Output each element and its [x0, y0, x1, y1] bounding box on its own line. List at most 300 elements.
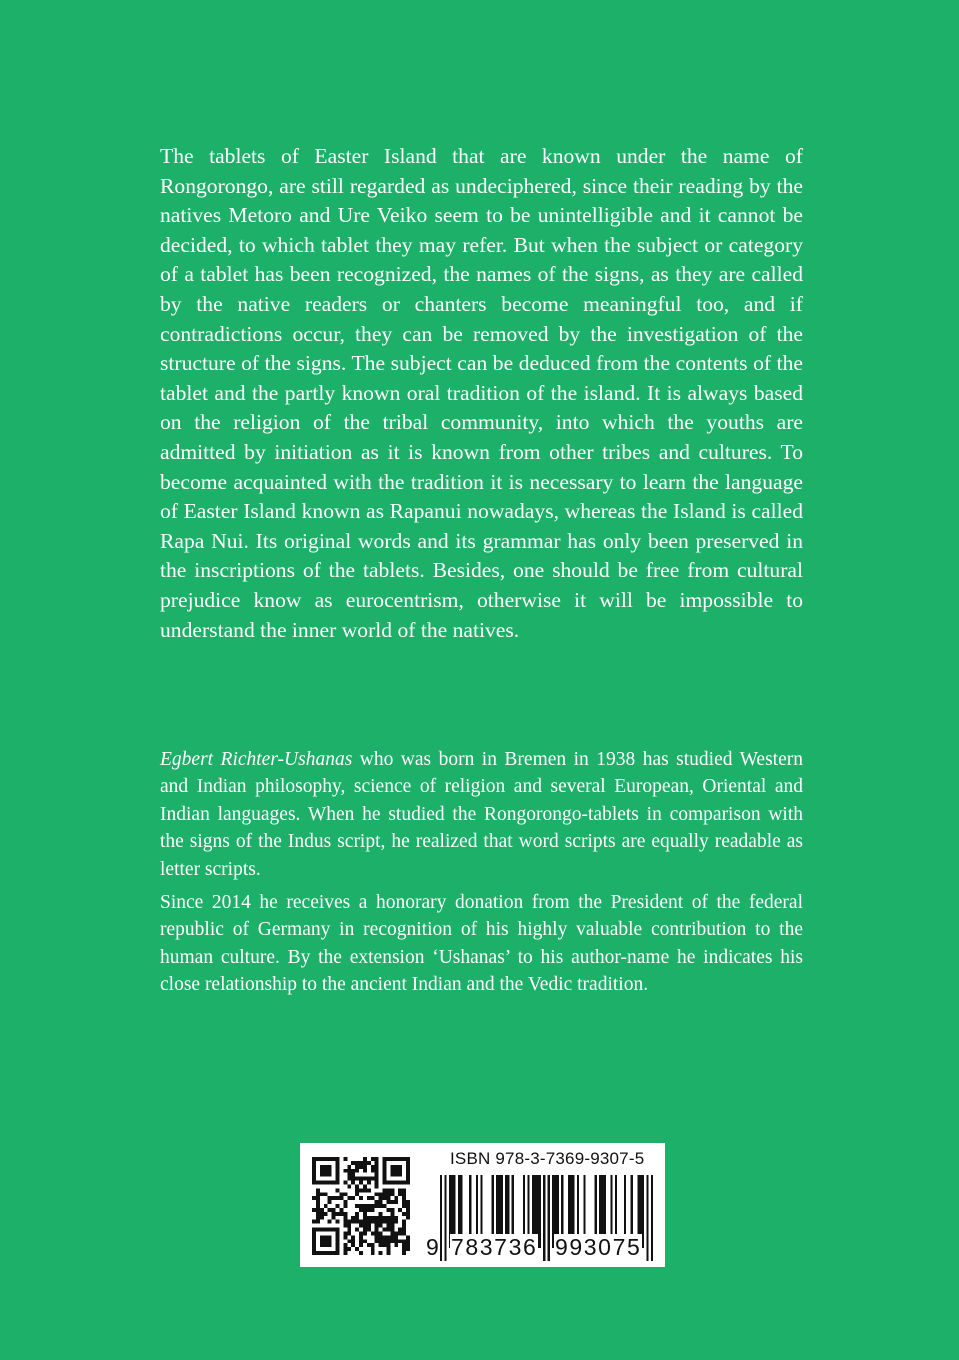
qr-module [312, 1228, 316, 1232]
qr-module [375, 1173, 379, 1177]
qr-module [390, 1200, 394, 1204]
qr-module [406, 1212, 410, 1216]
qr-module [390, 1165, 394, 1169]
qr-module [386, 1157, 390, 1161]
qr-module [390, 1212, 394, 1216]
qr-module [363, 1188, 367, 1192]
qr-module [312, 1243, 316, 1247]
qr-module [328, 1181, 332, 1185]
qr-module [355, 1247, 359, 1251]
qr-module [336, 1161, 340, 1165]
qr-module [383, 1192, 387, 1196]
qr-module [390, 1228, 394, 1232]
qr-module [359, 1231, 363, 1235]
qr-module [320, 1173, 324, 1177]
qr-module [343, 1192, 347, 1196]
qr-module [355, 1184, 359, 1188]
qr-module [359, 1196, 363, 1200]
qr-module [379, 1212, 383, 1216]
qr-module [320, 1208, 324, 1212]
qr-module [359, 1161, 363, 1165]
qr-module [339, 1192, 343, 1196]
qr-module [390, 1169, 394, 1173]
qr-module [367, 1177, 371, 1181]
qr-module [359, 1239, 363, 1243]
qr-module [328, 1220, 332, 1224]
qr-module [375, 1231, 379, 1235]
qr-module [312, 1177, 316, 1181]
qr-module [375, 1220, 379, 1224]
qr-module [347, 1239, 351, 1243]
qr-module [324, 1251, 328, 1255]
qr-module [332, 1208, 336, 1212]
qr-module [316, 1212, 320, 1216]
qr-module [320, 1181, 324, 1185]
qr-module [390, 1239, 394, 1243]
qr-module [343, 1247, 347, 1251]
qr-module [316, 1192, 320, 1196]
qr-module [343, 1231, 347, 1235]
qr-module [351, 1161, 355, 1165]
qr-module [316, 1200, 320, 1204]
qr-module [371, 1204, 375, 1208]
qr-code-icon [312, 1157, 410, 1255]
qr-module [383, 1196, 387, 1200]
qr-module [328, 1208, 332, 1212]
qr-module [355, 1216, 359, 1220]
barcode-digits-right: 993075 [555, 1234, 642, 1260]
qr-module [386, 1239, 390, 1243]
qr-module [390, 1235, 394, 1239]
qr-module [324, 1173, 328, 1177]
qr-module [390, 1220, 394, 1224]
qr-module [390, 1181, 394, 1185]
qr-module [343, 1169, 347, 1173]
qr-module [351, 1177, 355, 1181]
qr-module [316, 1216, 320, 1220]
qr-module [312, 1173, 316, 1177]
qr-module [343, 1216, 347, 1220]
author-bio-paragraph [160, 746, 803, 883]
qr-module [351, 1169, 355, 1173]
qr-module [359, 1235, 363, 1239]
qr-module [406, 1165, 410, 1169]
qr-module [328, 1243, 332, 1247]
qr-module [371, 1243, 375, 1247]
qr-module [363, 1161, 367, 1165]
qr-module [406, 1239, 410, 1243]
qr-module [312, 1208, 316, 1212]
qr-module [312, 1196, 316, 1200]
qr-module [359, 1165, 363, 1169]
qr-module [312, 1247, 316, 1251]
qr-module [390, 1173, 394, 1177]
qr-module [383, 1165, 387, 1169]
qr-module [355, 1177, 359, 1181]
qr-module [336, 1157, 340, 1161]
qr-module [386, 1216, 390, 1220]
qr-module [398, 1169, 402, 1173]
barcode-digits-left: 783736 [451, 1234, 538, 1260]
qr-module [375, 1169, 379, 1173]
qr-module [343, 1157, 347, 1161]
qr-module [402, 1224, 406, 1228]
qr-module [386, 1224, 390, 1228]
qr-module [386, 1251, 390, 1255]
qr-module [359, 1204, 363, 1208]
qr-module [379, 1200, 383, 1204]
qr-module [398, 1181, 402, 1185]
qr-module [332, 1212, 336, 1216]
qr-module [363, 1224, 367, 1228]
qr-module [324, 1169, 328, 1173]
qr-module [402, 1196, 406, 1200]
qr-module [402, 1239, 406, 1243]
qr-module [383, 1169, 387, 1173]
qr-module [406, 1181, 410, 1185]
qr-module [336, 1204, 340, 1208]
blurb-paragraph: The tablets of Easter Island that are known under the name of Rongorongo, are still regarded as undeciphered, since their reading by the natives Metoro and Ure Veiko seem to be unintelligible and it cannot be decided, to which tablet they may refer. But when the subject or category of a tablet has been recognized, the names of the signs, as they are called by the native readers or chanters become meaningful too, and if contradictions occur, they can be removed by the investigation of the structure of the signs. The subject can be deduced from the contents of the tablet and the partly known oral tradition of the island. It is always based on the religion of the tribal community, into which the youths are admitted by initiation as it is known from other tribes and cultures. To become acquainted with the tradition it is necessary to learn the language of Easter Island known as Rapanui nowadays, whereas the Island is called Rapa Nui. Its original words and its grammar has only been preserved in the inscriptions of the tablets. Besides, one should be free from cultural prejudice know as eurocentrism, otherwise it will be impossible to understand the inner world of the natives. [160, 144, 803, 642]
qr-module [336, 1235, 340, 1239]
qr-module [343, 1204, 347, 1208]
qr-module [394, 1157, 398, 1161]
qr-module [394, 1231, 398, 1235]
qr-module [394, 1200, 398, 1204]
qr-module [332, 1157, 336, 1161]
qr-module [328, 1228, 332, 1232]
qr-module [312, 1239, 316, 1243]
qr-module [355, 1212, 359, 1216]
qr-module [398, 1239, 402, 1243]
qr-module [351, 1235, 355, 1239]
qr-module [398, 1228, 402, 1232]
qr-module [367, 1224, 371, 1228]
qr-module [343, 1181, 347, 1185]
qr-module [406, 1173, 410, 1177]
qr-module [375, 1239, 379, 1243]
qr-module [324, 1165, 328, 1169]
qr-module [351, 1173, 355, 1177]
qr-module [336, 1231, 340, 1235]
qr-module [320, 1239, 324, 1243]
qr-module [379, 1196, 383, 1200]
qr-module [363, 1216, 367, 1220]
qr-module [339, 1196, 343, 1200]
qr-module [379, 1251, 383, 1255]
qr-module [320, 1157, 324, 1161]
isbn-barcode-block [300, 1143, 665, 1267]
barcode-bar [440, 1175, 442, 1261]
qr-module [398, 1188, 402, 1192]
qr-module [386, 1200, 390, 1204]
qr-module [394, 1196, 398, 1200]
author-honor-paragraph: Since 2014 he receives a honorary donation from the President of the federal republic of Germany in recognition of his highly valuable contribution to the human culture. By the extension ‘Ushanas’ to his author-name he indicates his close relationship to the ancient Indian and the Vedic tradition. [160, 892, 803, 996]
qr-module [332, 1181, 336, 1185]
qr-module [339, 1208, 343, 1212]
qr-module [312, 1251, 316, 1255]
qr-module [402, 1231, 406, 1235]
qr-module [394, 1243, 398, 1247]
qr-module [390, 1224, 394, 1228]
qr-module [359, 1251, 363, 1255]
qr-module [386, 1192, 390, 1196]
qr-module [386, 1235, 390, 1239]
qr-module [363, 1220, 367, 1224]
qr-module [316, 1188, 320, 1192]
qr-module [324, 1228, 328, 1232]
qr-module [312, 1181, 316, 1185]
qr-module [359, 1188, 363, 1192]
qr-module [406, 1247, 410, 1251]
qr-module [371, 1177, 375, 1181]
qr-module [394, 1220, 398, 1224]
qr-module [332, 1228, 336, 1232]
qr-module [390, 1192, 394, 1196]
qr-module [328, 1157, 332, 1161]
qr-module [347, 1224, 351, 1228]
qr-module [347, 1177, 351, 1181]
qr-module [402, 1188, 406, 1192]
qr-module [320, 1192, 324, 1196]
qr-module [371, 1208, 375, 1212]
qr-module [343, 1200, 347, 1204]
qr-module [355, 1188, 359, 1192]
qr-module [320, 1251, 324, 1255]
qr-module [347, 1184, 351, 1188]
qr-module [367, 1196, 371, 1200]
qr-module [351, 1216, 355, 1220]
qr-module [379, 1224, 383, 1228]
qr-module [383, 1188, 387, 1192]
qr-module [316, 1220, 320, 1224]
qr-module [375, 1235, 379, 1239]
qr-module [375, 1181, 379, 1185]
qr-module [402, 1192, 406, 1196]
qr-module [386, 1228, 390, 1232]
qr-module [312, 1169, 316, 1173]
qr-module [386, 1196, 390, 1200]
qr-module [406, 1208, 410, 1212]
qr-module [339, 1212, 343, 1216]
barcode-digit-first: 9 [426, 1234, 439, 1260]
qr-module [383, 1243, 387, 1247]
qr-module [351, 1243, 355, 1247]
qr-module [383, 1220, 387, 1224]
qr-module [371, 1231, 375, 1235]
qr-module [312, 1157, 316, 1161]
qr-module [398, 1157, 402, 1161]
qr-module [324, 1243, 328, 1247]
qr-module [316, 1196, 320, 1200]
qr-module [383, 1173, 387, 1177]
qr-module [328, 1165, 332, 1169]
qr-module [320, 1212, 324, 1216]
qr-module [386, 1181, 390, 1185]
qr-module [367, 1220, 371, 1224]
qr-module [316, 1204, 320, 1208]
qr-module [390, 1231, 394, 1235]
qr-module [394, 1239, 398, 1243]
qr-module [343, 1220, 347, 1224]
qr-module [316, 1181, 320, 1185]
qr-module [328, 1173, 332, 1177]
qr-module [383, 1239, 387, 1243]
barcode-bar [548, 1175, 550, 1261]
qr-module [402, 1247, 406, 1251]
qr-module [347, 1173, 351, 1177]
qr-module [394, 1235, 398, 1239]
qr-module [398, 1192, 402, 1196]
qr-module [324, 1235, 328, 1239]
author-name: Egbert Richter-Ushanas [160, 749, 353, 770]
qr-module [386, 1220, 390, 1224]
qr-module [355, 1169, 359, 1173]
qr-module [336, 1188, 340, 1192]
qr-module [402, 1181, 406, 1185]
qr-module [383, 1204, 387, 1208]
qr-module [390, 1188, 394, 1192]
qr-module [363, 1231, 367, 1235]
qr-module [355, 1192, 359, 1196]
qr-module [359, 1208, 363, 1212]
qr-module [359, 1243, 363, 1247]
qr-module [328, 1169, 332, 1173]
qr-module [332, 1216, 336, 1220]
qr-module [320, 1216, 324, 1220]
qr-module [320, 1235, 324, 1239]
qr-module [336, 1220, 340, 1224]
qr-module [363, 1169, 367, 1173]
qr-module [324, 1212, 328, 1216]
qr-module [355, 1165, 359, 1169]
qr-module [375, 1200, 379, 1204]
qr-module [375, 1165, 379, 1169]
qr-module [336, 1173, 340, 1177]
barcode-bar [646, 1175, 648, 1261]
barcode-bar [444, 1175, 446, 1261]
qr-module [336, 1243, 340, 1247]
qr-module [312, 1161, 316, 1165]
qr-module [343, 1235, 347, 1239]
qr-module [367, 1208, 371, 1212]
barcode-bar [539, 1175, 541, 1248]
qr-module [328, 1196, 332, 1200]
qr-module [367, 1228, 371, 1232]
qr-module [390, 1208, 394, 1212]
qr-module [402, 1243, 406, 1247]
qr-module [375, 1204, 379, 1208]
qr-module [406, 1161, 410, 1165]
qr-module [312, 1165, 316, 1169]
qr-module [328, 1251, 332, 1255]
qr-module [371, 1216, 375, 1220]
qr-module [402, 1200, 406, 1204]
qr-module [343, 1251, 347, 1255]
qr-module [379, 1220, 383, 1224]
barcode-bar [543, 1175, 545, 1261]
qr-module [367, 1243, 371, 1247]
qr-module [332, 1251, 336, 1255]
qr-module [336, 1247, 340, 1251]
qr-module [402, 1228, 406, 1232]
qr-module [375, 1177, 379, 1181]
qr-module [343, 1212, 347, 1216]
qr-module [328, 1239, 332, 1243]
qr-module [312, 1231, 316, 1235]
qr-module [379, 1239, 383, 1243]
qr-module [336, 1239, 340, 1243]
qr-module [312, 1220, 316, 1224]
qr-module [347, 1220, 351, 1224]
qr-module [402, 1220, 406, 1224]
qr-module [386, 1188, 390, 1192]
qr-module [347, 1196, 351, 1200]
qr-module [383, 1228, 387, 1232]
qr-module [332, 1196, 336, 1200]
qr-module [406, 1216, 410, 1220]
qr-module [355, 1228, 359, 1232]
qr-module [320, 1243, 324, 1247]
qr-module [379, 1243, 383, 1247]
qr-module [383, 1161, 387, 1165]
qr-module [324, 1204, 328, 1208]
qr-module [367, 1216, 371, 1220]
qr-module [351, 1196, 355, 1200]
qr-module [336, 1169, 340, 1173]
qr-module [406, 1200, 410, 1204]
qr-module [367, 1204, 371, 1208]
qr-module [363, 1157, 367, 1161]
qr-module [398, 1165, 402, 1169]
qr-module [359, 1224, 363, 1228]
qr-module [398, 1208, 402, 1212]
qr-module [379, 1235, 383, 1239]
qr-module [383, 1216, 387, 1220]
qr-module [355, 1220, 359, 1224]
qr-module [351, 1181, 355, 1185]
qr-module [336, 1212, 340, 1216]
qr-module [390, 1157, 394, 1161]
qr-module [375, 1192, 379, 1196]
qr-module [363, 1204, 367, 1208]
qr-module [402, 1251, 406, 1255]
qr-module [379, 1231, 383, 1235]
qr-module [371, 1247, 375, 1251]
qr-module [347, 1228, 351, 1232]
qr-module [394, 1173, 398, 1177]
qr-module [347, 1247, 351, 1251]
qr-module [320, 1169, 324, 1173]
qr-module [398, 1173, 402, 1177]
qr-module [383, 1181, 387, 1185]
qr-module [394, 1181, 398, 1185]
qr-module [371, 1169, 375, 1173]
qr-module [379, 1216, 383, 1220]
qr-module [398, 1231, 402, 1235]
qr-module [394, 1216, 398, 1220]
qr-module [379, 1192, 383, 1196]
qr-module [371, 1251, 375, 1255]
qr-module [312, 1235, 316, 1239]
qr-module [375, 1216, 379, 1220]
qr-module [363, 1239, 367, 1243]
qr-module [367, 1161, 371, 1165]
qr-module [351, 1220, 355, 1224]
qr-module [355, 1161, 359, 1165]
qr-module [406, 1157, 410, 1161]
qr-module [394, 1169, 398, 1173]
barcode-bar [651, 1175, 653, 1261]
